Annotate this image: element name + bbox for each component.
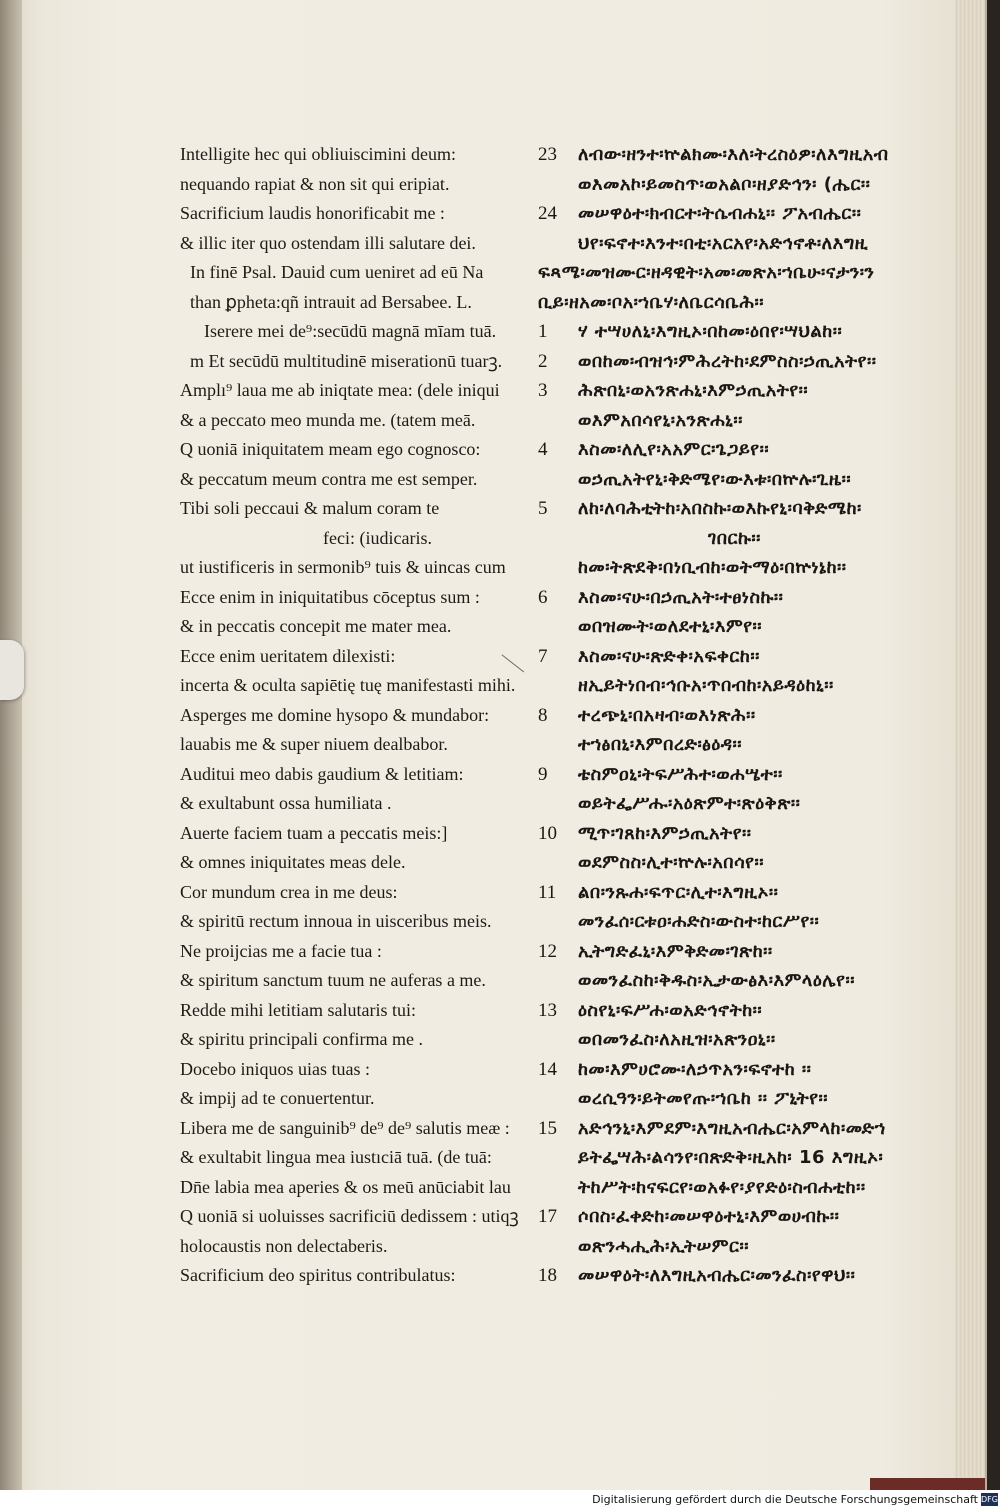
ethiopic-line [538, 1055, 978, 1085]
verse-number: 5 [538, 498, 548, 519]
ethiopic-text: ወእመአኮ፡ይመስጥ፡ወአልቦ፡ዘያድኅን፡ (ሔር፡፡ [578, 173, 871, 195]
ethiopic-text: ወኃጢአትየኒ፡ቅድሜየ፡ውእቱ፡በኵሉ፡ጊዜ፡፡ [578, 468, 852, 490]
ethiopic-text: መንፈሰ፡ርቱዐ፡ሐድስ፡ውስተ፡ከርሥየ፡፡ [578, 911, 820, 932]
verse-number: 14 [538, 1058, 557, 1080]
ethiopic-text: ወይትፌሥሑ፡አዕጽምተ፡ጽዕቅጽ፡፡ [578, 793, 801, 814]
latin-line: Amplı⁹ laua me ab iniqtate mea: (dele iniqui [180, 380, 500, 400]
ethiopic-text: ተኀፅበኒ፡እምበረድ፡ፅዕዳ፡፡ [578, 734, 743, 755]
ethiopic-text: ገበርኩ፡፡ [708, 527, 761, 549]
latin-line: nequando rapiat & non sit qui eripiat. [180, 173, 450, 194]
latin-line: Libera me de sanguinib⁹ de⁹ de⁹ salutis meæ : [180, 1117, 510, 1138]
ethiopic-line [538, 553, 978, 583]
ethiopic-line [538, 789, 978, 819]
ethiopic-line [538, 435, 978, 465]
ethiopic-line [538, 1232, 978, 1262]
latin-line: Docebo iniquos uias tuas : [180, 1058, 370, 1079]
ethiopic-text: እስመ፡ናሁ፡በኃጢአት፡ተፀነስኩ፡፡ [578, 586, 784, 608]
ethiopic-line [538, 288, 978, 318]
ethiopic-text: ሚጥ፡ገጸከ፡እምኃጢአትየ፡፡ [578, 822, 752, 844]
verse-number: 23 [538, 144, 557, 165]
ethiopic-line [538, 317, 978, 347]
latin-line: & spiritu principali confirma me . [180, 1029, 423, 1049]
ethiopic-text: እስመ፡ናሁ፡ጽድቀ፡አፍቀርከ፡፡ [578, 645, 760, 667]
verse-number: 18 [538, 1265, 557, 1286]
latin-line: Auerte faciem tuam a peccatis meis:] [180, 822, 448, 843]
ethiopic-line [538, 1114, 978, 1144]
latin-line: & exultabit lingua mea iustıciā tuā. (de tuā: [180, 1147, 492, 1167]
ethiopic-line [538, 996, 978, 1026]
verse-number: 2 [538, 350, 548, 372]
ethiopic-text: ወጽንሓሒሕ፡ኢትሠምር፡፡ [578, 1235, 749, 1257]
verse-number: 7 [538, 645, 548, 667]
ethiopic-text: ወእምአበሳየኒ፡አንጽሐኒ፡፡ [578, 409, 743, 431]
ethiopic-line [538, 730, 978, 760]
ethiopic-text: ወደምስስ፡ሊተ፡ኵሉ፡አበሳየ፡፡ [578, 852, 764, 873]
ethiopic-text: ለከ፡ለባሕቲትከ፡አበስኩ፡ወእኩየኒ፡ባቅድሜከ፡ [578, 498, 862, 519]
ethiopic-text: መሠዋዕተ፡ክብርተ፡ትሴብሐኒ፡፡ ፖአብሔር፡፡ [578, 203, 862, 224]
latin-line: Ecce enim in iniquitatibus cōceptus sum : [180, 586, 480, 607]
ethiopic-line [538, 170, 978, 200]
ethiopic-line [538, 760, 978, 790]
ethiopic-text: ዘኢይትነበብ፡ኅቡአ፡ጥበብከ፡አይዳዕከኒ፡፡ [578, 675, 834, 696]
ethiopic-line [538, 465, 978, 495]
ethiopic-line [538, 583, 978, 613]
ethiopic-text: እስመ፡ለሊየ፡አአምር፡ጌጋይየ፡፡ [578, 439, 770, 460]
verse-number: 10 [538, 822, 557, 844]
verse-number: 1 [538, 321, 548, 342]
ethiopic-line [538, 229, 978, 259]
ethiopic-text: ተረጭኒ፡በአዛብ፡ወእነጽሕ፡፡ [578, 704, 756, 726]
ethiopic-text: ይትፌሣሕ፡ልሳንየ፡በጽድቅ፡ዚአከ፡ 16 እግዚኦ፡ [578, 1147, 884, 1168]
latin-line: In finē Psal. Dauid cum ueniret ad eū Na [190, 262, 484, 282]
latin-column [180, 140, 525, 1291]
latin-line: & spiritū rectum innoua in uisceribus meis. [180, 911, 492, 931]
ethiopic-text: ሕጽበኒ፡ወአንጽሐኒ፡እምኃጢአትየ፡፡ [578, 380, 809, 401]
ethiopic-line [538, 1025, 978, 1055]
latin-line: Intelligite hec qui obliuiscimini deum: [180, 144, 456, 164]
ethiopic-column [538, 140, 978, 1291]
latin-line: Iserere mei de⁹:secūdū magnā mīam tuā. [204, 321, 497, 341]
ethiopic-line [538, 258, 978, 288]
ethiopic-text: ወበከመ፡ብዝኅ፡ምሕረትከ፡ደምስስ፡ኃጢአትየ፡፡ [578, 350, 877, 372]
latin-line: Redde mihi letitiam salutaris tui: [180, 999, 416, 1020]
latin-line: holocaustis non delectaberis. [180, 1235, 388, 1256]
verse-number: 3 [538, 380, 548, 401]
ethiopic-line [538, 907, 978, 937]
latin-line: incerta & oculta sapiētię tuę manifestasti mihi. [180, 675, 516, 695]
dfg-logo: DFG [981, 1495, 998, 1504]
ethiopic-line [538, 1173, 978, 1203]
ethiopic-text: ወረሲዓን፡ይትመየጡ፡ኀቤከ ፡፡ ፖኒትየ፡፡ [578, 1088, 828, 1109]
ethiopic-line [538, 848, 978, 878]
verse-number: 6 [538, 586, 548, 608]
latin-line: & in peccatis concepit me mater mea. [180, 616, 452, 636]
latin-line: Q uoniā si uoluisses sacrificiū dedissem : utiqꝫ [180, 1206, 519, 1226]
latin-line: feci: (iudicaris. [323, 527, 432, 548]
latin-line: Ne proijcias me a facie tua : [180, 940, 382, 961]
ethiopic-text: ወበዝሙት፡ወለደተኒ፡እምየ፡፡ [578, 616, 763, 637]
verse-number: 24 [538, 203, 557, 224]
ethiopic-text: ወበመንፈስ፡ለአዚዝ፡አጽንዐኒ፡፡ [578, 1029, 776, 1050]
ethiopic-line [538, 1202, 978, 1232]
ethiopic-text: ቢይ፡ዘአመ፡ቦአ፡ኀቤሃ፡ለቤርሳቤሕ፡፡ [538, 291, 765, 313]
ethiopic-text: ልበ፡ንጹሐ፡ፍጥር፡ሊተ፡እግዚኦ፡፡ [578, 881, 779, 903]
latin-line: m Et secūdū multitudinē miserationū tuarꝫ. [190, 350, 503, 371]
verse-number: 9 [538, 763, 548, 785]
ethiopic-line [538, 701, 978, 731]
ethiopic-line [538, 140, 978, 170]
ethiopic-line [538, 347, 978, 377]
ethiopic-text: ወመንፈስከ፡ቅዱስ፡ኢታውፅእ፡እምላዕሌየ፡፡ [578, 970, 855, 991]
latin-line: & a peccato meo munda me. (tatem meā. [180, 409, 476, 430]
ethiopic-line [538, 671, 978, 701]
latin-line: Asperges me domine hysopo & mundabor: [180, 704, 490, 725]
latin-line: & exultabunt ossa humiliata . [180, 793, 392, 813]
footer-credit: Digitalisierung gefördert durch die Deutsche Forschungsgemeinschaft [592, 1493, 978, 1506]
ethiopic-text: ዕስየኒ፡ፍሥሐ፡ወአድኅኖትከ፡፡ [578, 999, 763, 1021]
ethiopic-line [538, 819, 978, 849]
latin-line: Tibi soli peccaui & malum coram te [180, 498, 440, 518]
latin-line: & peccatum meum contra me est semper. [180, 468, 478, 489]
latin-line: Auditui meo dabis gaudium & letitiam: [180, 763, 464, 784]
latin-line: Dn̄e labia mea aperies & os meū anūciabit lau [180, 1176, 511, 1197]
ethiopic-line [538, 199, 978, 229]
latin-line: Cor mundum crea in me deus: [180, 881, 398, 902]
latin-line: Q uoniā iniquitatem meam ego cognosco: [180, 439, 481, 459]
verse-number: 17 [538, 1206, 557, 1227]
ethiopic-line [538, 376, 978, 406]
latin-line: & impij ad te conuertentur. [180, 1088, 375, 1108]
latin-line: Ecce enim ueritatem dilexisti: [180, 645, 396, 666]
book-gutter [0, 0, 22, 1490]
verse-number: 11 [538, 881, 557, 903]
verse-number: 15 [538, 1117, 557, 1139]
binding-strip [870, 1478, 985, 1490]
ethiopic-text: ሶበስ፡ፈቀድከ፡መሠዋዕተኒ፡እምወሀብኩ፡፡ [578, 1206, 840, 1227]
ethiopic-text: ትከሥት፡ከናፍርየ፡ወአፉየ፡ያየድዕ፡ስብሐቲከ፡፡ [578, 1176, 866, 1198]
verse-number: 8 [538, 704, 548, 726]
ethiopic-line [538, 642, 978, 672]
ethiopic-text: ሃ ተሣሀለኒ፡እግዚኦ፡በከመ፡ዕበየ፡ሣህልከ፡፡ [578, 321, 843, 342]
latin-line: ut iustificeris in sermonib⁹ tuis & uincas cum [180, 557, 506, 577]
ethiopic-text: ከመ፡ትጽደቅ፡በነቢብከ፡ወትማዕ፡በኵነኔከ፡፡ [578, 557, 847, 578]
ethiopic-line [538, 937, 978, 967]
latin-line: & illic iter quo ostendam illi salutare dei. [180, 232, 476, 253]
ethiopic-text: መሠዋዕት፡ለእግዚአብሔር፡መንፈስ፡የዋህ፡፡ [578, 1265, 856, 1286]
ethiopic-text: ኢትግድፈኒ፡እምቅድመ፡ገጽከ፡፡ [578, 940, 773, 962]
ethiopic-text: ቴስምዐኒ፡ትፍሥሕተ፡ወሐሤተ፡፡ [578, 763, 783, 785]
ethiopic-line [538, 406, 978, 436]
latin-line: than ꝑpheta:qñ intrauit ad Bersabee. L. [190, 291, 472, 312]
ethiopic-line [538, 878, 978, 908]
verse-number: 4 [538, 439, 548, 460]
ethiopic-text: ከመ፡እምሀሮሙ፡ለኃጥአን፡ፍኖተከ ፡፡ [578, 1058, 812, 1080]
ethiopic-line [538, 524, 978, 554]
latin-line: & omnes iniquitates meas dele. [180, 852, 406, 872]
ethiopic-line [538, 1261, 978, 1291]
latin-line: Sacrificium laudis honorificabit me : [180, 203, 445, 223]
latin-line: lauabis me & super niuem dealbabor. [180, 734, 448, 754]
latin-line: Sacrificium deo spiritus contribulatus: [180, 1265, 456, 1285]
ethiopic-text: አድኅንኒ፡እምደም፡እግዚአብሔር፡አምላከ፡መድኀ [578, 1117, 886, 1139]
ethiopic-line [538, 966, 978, 996]
digitization-footer [0, 1490, 1000, 1509]
ethiopic-line [538, 494, 978, 524]
ethiopic-line [538, 612, 978, 642]
page-clip [0, 640, 24, 700]
ethiopic-text: ፍጻሜ፡መዝሙር፡ዘዳዊት፡አመ፡መጽአ፡ኀቤሁ፡ናታን፡ን [538, 262, 875, 283]
ethiopic-text: ህየ፡ፍኖተ፡እንተ፡በቲ፡አርአየ፡አድኅኖቶ፡ለእግዚ [578, 232, 869, 254]
ethiopic-line [538, 1143, 978, 1173]
verse-number: 12 [538, 940, 557, 962]
verse-number: 13 [538, 999, 557, 1021]
ethiopic-text: ለብው፡ዘንተ፡ኵልክሙ፡እለ፡ትረስዕዎ፡ለእግዚአብ [578, 144, 889, 165]
latin-line: & spiritum sanctum tuum ne auferas a me. [180, 970, 486, 990]
ethiopic-line [538, 1084, 978, 1114]
